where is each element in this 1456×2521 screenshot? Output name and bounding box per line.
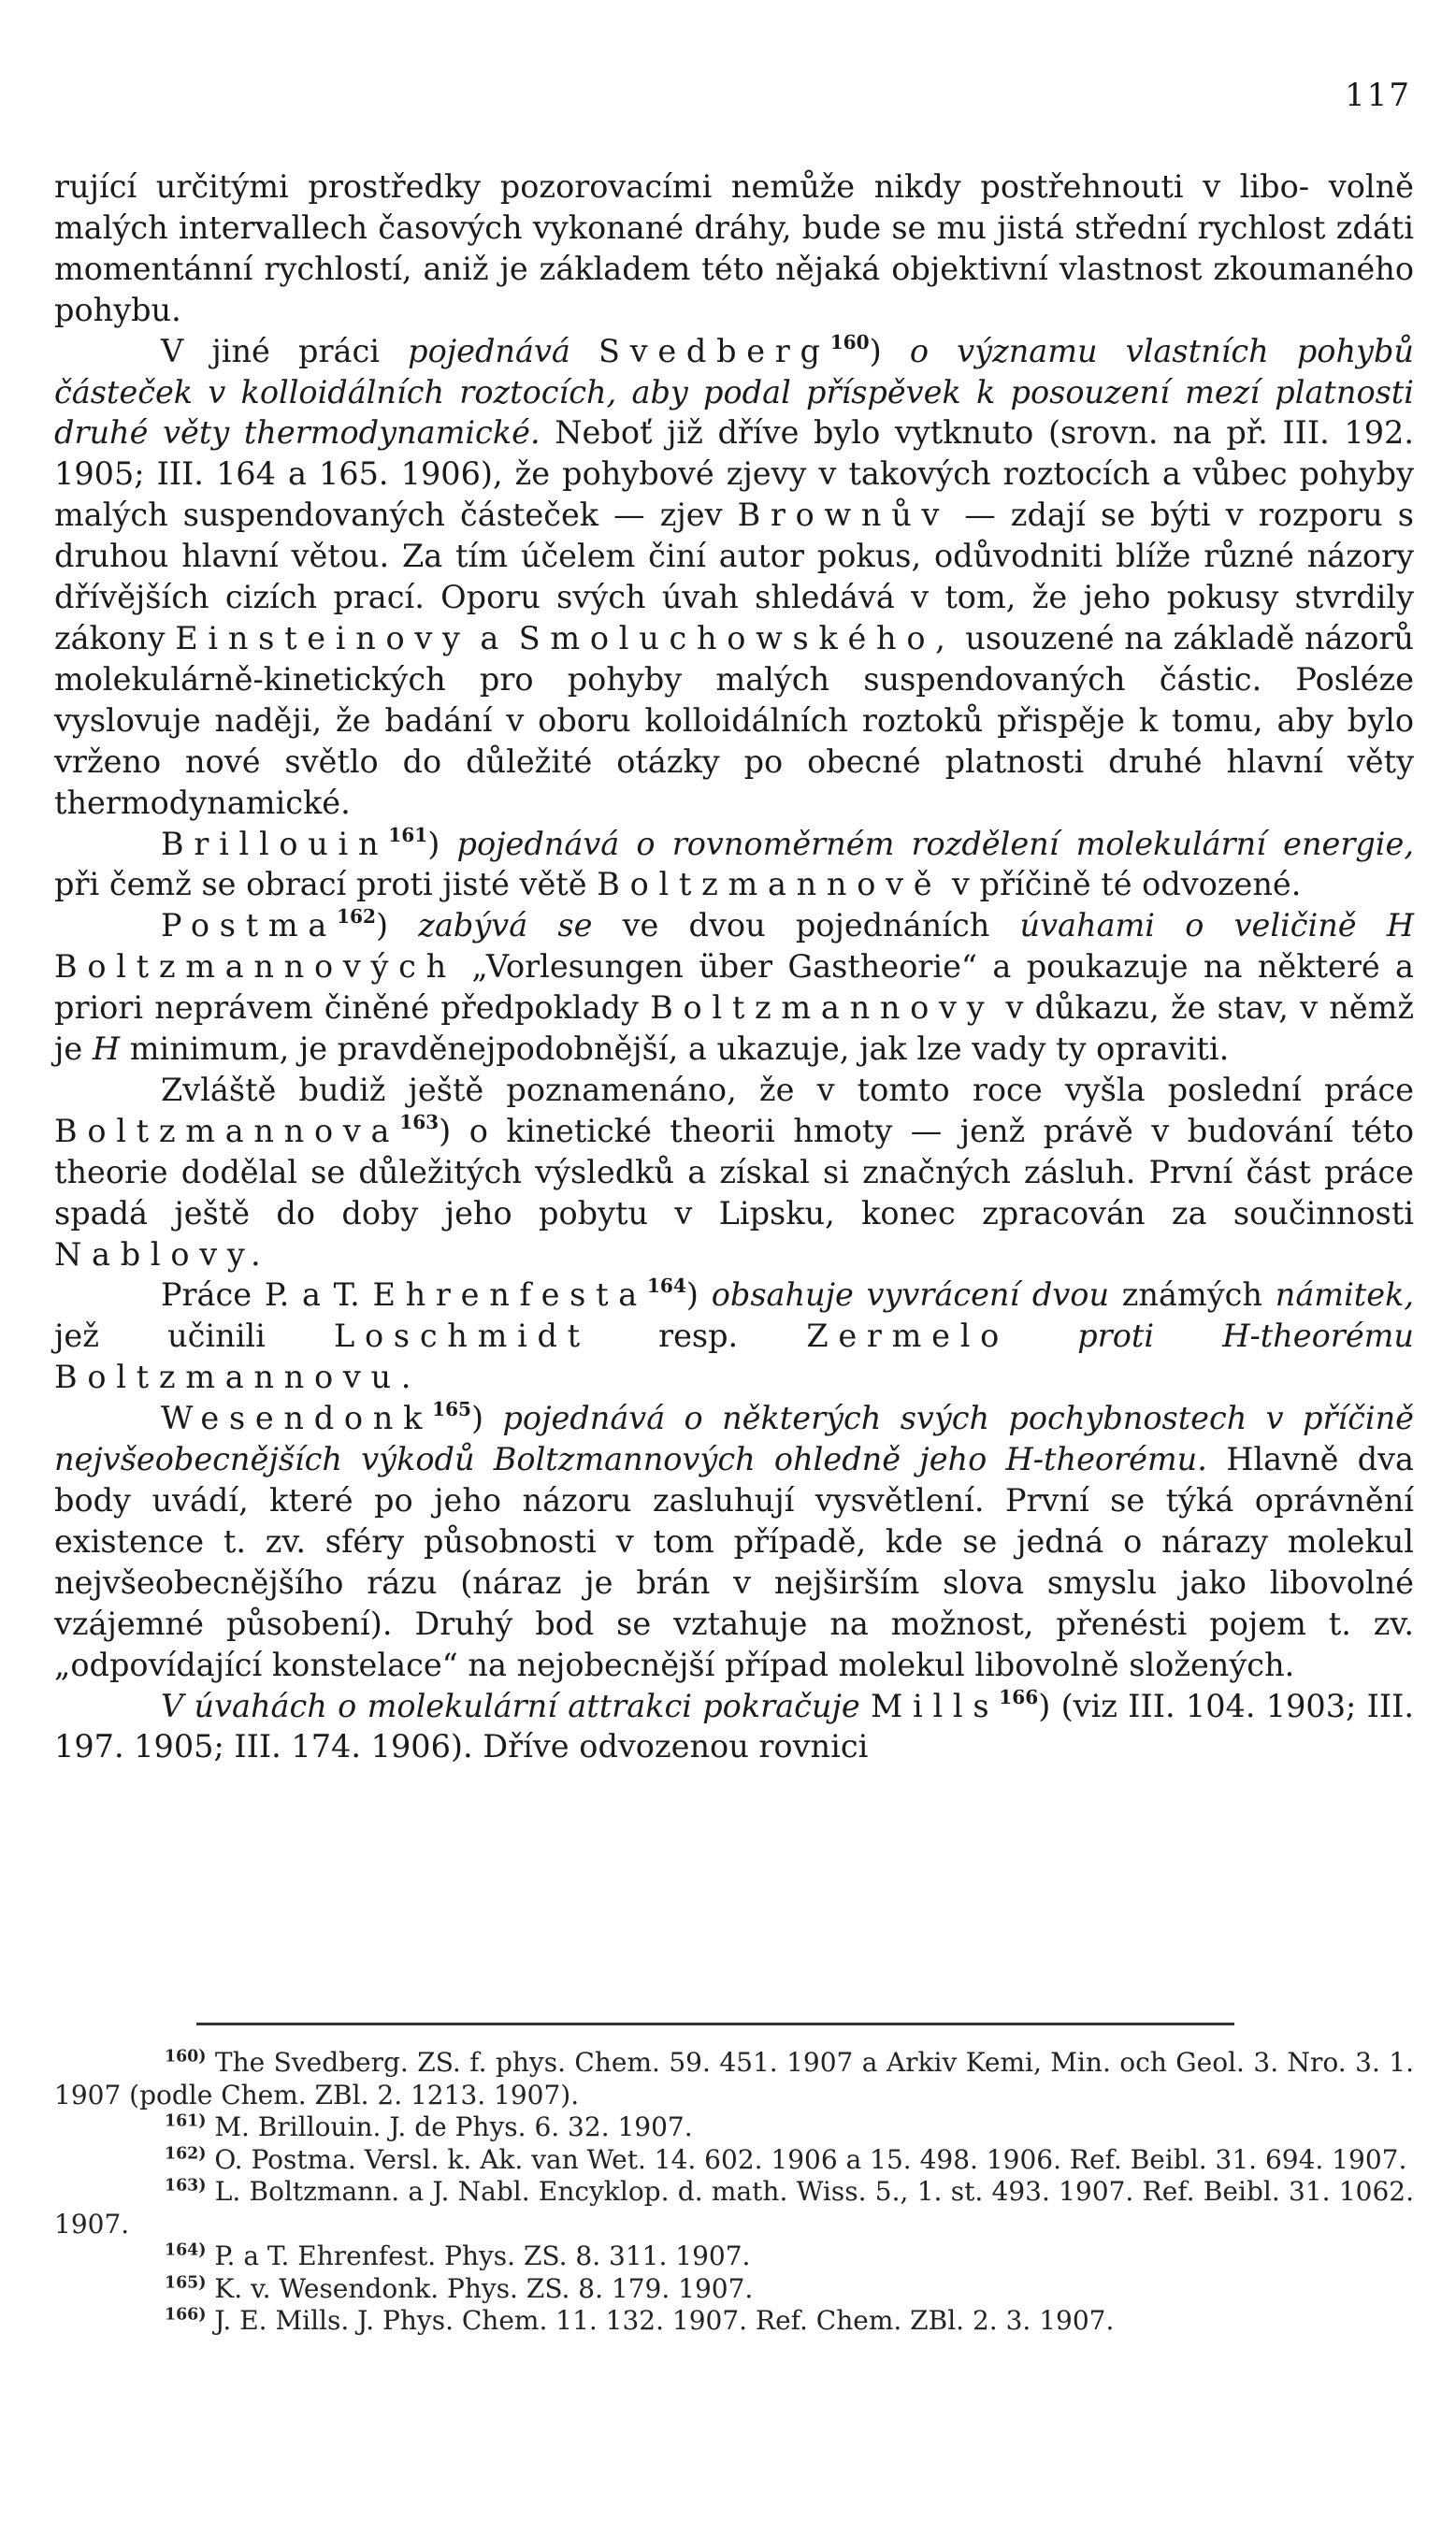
footnote-marker: 162): [165, 2144, 207, 2164]
author-name: Boltzmannova: [54, 1112, 400, 1149]
footnote-marker: 164): [165, 2240, 207, 2260]
author-name: Brownův: [737, 497, 950, 534]
italic-text: zabývá se: [418, 907, 593, 944]
page-number: 117: [1345, 77, 1411, 114]
author-name: Boltzmannovu.: [54, 1359, 422, 1396]
italic-text: pojednává o některých svých pochybnostech v příčině nejvšeobecnějších výkodů Boltzmannových ohledně jeho H-theorému.: [54, 1400, 1415, 1478]
text-run: o kinetické theorii hmoty — jenž právě v budování této theorie dodělal se důležitých výsledků a získal si značných zásluh. První část práce spadá ještě do doby jeho pobytu v Lipsku, konec zpracován za součinnosti: [54, 1112, 1415, 1232]
author-name: Wesendonk: [161, 1400, 433, 1437]
paragraph-brillouin: Brillouin$^{161}$) pojednává o rovnoměrném rozdělení molekulární energie, při čemž se obrací proti jisté větě Boltzmannově v příčině té odvozené.: [54, 823, 1414, 903]
footnote-165: [54, 2273, 1414, 2306]
text-run: usouzené na základě názorů molekulárně-kinetických pro pohyby malých suspendovaných částic. Posléze vyslovuje naději, že badání v oboru kolloidálních roztoků přispěje k tomu, aby bylo vrženo nové světlo do důležité otázky po obecné platnosti druhé hlavní věty thermodynamické.: [54, 619, 1414, 821]
text-line: objektivní vlastnost zkoumaného pohybu.: [54, 250, 1414, 328]
footnote-marker: 165): [165, 2273, 207, 2293]
footnote-text: J. E. Mills. J. Phys. Chem. 11. 132. 1907. Ref. Chem. ZBl. 2. 3. 1907.: [214, 2305, 1115, 2336]
footnote-162: [54, 2144, 1414, 2177]
footnote-160: [54, 2047, 1414, 2111]
author-name: Loschmidt: [334, 1318, 590, 1355]
paragraph-ehrenfest: Práce P. a T. Ehrenfesta$^{164}$) obsahuje vyvrácení dvou známých námitek, jež učinili Loschmidt resp. Zermelo proti H-theorému Boltzmannovu.: [54, 1275, 1415, 1396]
text-run: — zdají se býti v rozporu s druhou hlavní větou. Za tím účelem činí autor pokus, odůvodniti blíže různé názory dřívějších cizích prací. Oporu svých úvah shledává v tom, že jeho pokusy stvrdily zákony: [54, 497, 1414, 656]
italic-text: V úvahách o molekulární attrakci pokračuje: [161, 1687, 860, 1724]
text-run: v důkazu, že stav, v němž je: [54, 989, 1415, 1068]
author-name: Postma: [161, 907, 338, 944]
author-name: Brillouin: [161, 825, 389, 862]
text-run: V jiné práci: [161, 332, 380, 369]
footnote-reference[interactable]: 162: [337, 905, 377, 929]
footnote-marker: 166): [165, 2305, 207, 2325]
footnote-text: L. Boltzmann. a J. Nabl. Encyklop. d. math. Wiss. 5., 1. st. 493. 1907. Ref. Beibl. 31. 1062. 1907.: [54, 2176, 1414, 2240]
footnote-text: The Svedberg. ZS. f. phys. Chem. 59. 451. 1907 a Arkiv Kemi, Min. och Geol. 3. Nro. 3. 1. 1907 (podle Chem. ZBl. 2. 1213. 1907).: [54, 2047, 1415, 2110]
text-run: ve dvou pojednáních: [622, 907, 990, 944]
footnote-163: [54, 2176, 1414, 2240]
text-run: Práce P. a T.: [161, 1276, 360, 1314]
italic-text: námitek,: [1275, 1276, 1415, 1314]
author-name: Einsteinovy: [175, 619, 470, 656]
footnote-reference[interactable]: 165: [432, 1398, 472, 1421]
footnote-reference[interactable]: 161: [388, 823, 428, 846]
paragraph-intro: [54, 166, 1414, 331]
footnote-reference[interactable]: 166: [999, 1685, 1039, 1708]
author-name: Nablovy.: [54, 1235, 271, 1273]
italic-text: pojednává: [408, 332, 570, 369]
text-line: volně malých intervallech časových vykonané dráhy, bude se mu jistá: [54, 168, 1414, 246]
footnote-reference[interactable]: 164: [646, 1275, 686, 1298]
italic-text: úvahami o veličině H: [1019, 907, 1415, 944]
footnote-164: [54, 2240, 1414, 2273]
italic-text: pojednává o rovnoměrném rozdělení molekulární energie,: [456, 825, 1414, 862]
footnote-marker: 161): [165, 2111, 207, 2131]
text-run: v příčině té odvozené.: [951, 866, 1302, 903]
author-name: Zermelo: [806, 1318, 1010, 1355]
author-name: Svedberg: [598, 332, 830, 369]
footnote-marker: 163): [165, 2176, 207, 2196]
italic-text: obsahuje vyvrácení dvou: [711, 1276, 1110, 1314]
text-run: (viz III. 104. 1903; III. 197. 1905; III. 174. 1906). Dříve odvozenou rovnici: [54, 1687, 1414, 1765]
text-run: resp.: [658, 1318, 739, 1355]
italic-text: o významu vlastních pohybů částeček v kolloidálních roztocích, aby podal příspěvek k posouzení mezí platnosti druhé věty thermodynamické.: [54, 332, 1414, 452]
main-text: [54, 166, 1414, 1767]
author-name: Boltzmannovy: [650, 989, 995, 1027]
text-run: Zvláště budiž ještě poznamenáno, že v tomto roce vyšla poslední práce: [161, 1071, 1414, 1108]
footnote-reference[interactable]: 163: [399, 1110, 440, 1133]
paragraph-svedberg: V jiné práci pojednává Svedberg$^{160}$) o významu vlastních pohybů částeček v kolloidálních roztocích, aby podal příspěvek k posouzení mezí platnosti druhé věty thermodynamické. Neboť již dříve bylo vytknuto (srovn. na př. III. 192. 1905; III. 164 a 165. 1906), že pohybové zjevy v takových roztocích a vůbec pohyby malých suspendovaných částeček — zjev Brownův — zdají se býti v rozporu s druhou hlavní větou. Za tím účelem činí autor pokus, odůvodniti blíže různé názory dřívějších cizích prací. Oporu svých úvah shledává v tom, že jeho pokusy stvrdily zákony Einsteinovy a Smoluchowského, usouzené na základě názorů molekulárně-kinetických pro pohyby malých suspendovaných částic. Posléze vyslovuje naději, že badání v oboru kolloidálních roztoků přispěje k tomu, aby bylo vrženo nové světlo do důležité otázky po obecné platnosti druhé hlavní věty thermodynamické.: [54, 330, 1414, 821]
author-name: Ehrenfesta: [372, 1276, 647, 1314]
text-line: střední rychlost zdáti momentánní rychlostí, aniž je základem této nějaká: [54, 209, 1414, 287]
footnote-divider: [196, 2023, 1234, 2025]
author-name: Boltzmannových: [54, 948, 456, 986]
text-run: při čemž se obrací proti jisté větě: [54, 866, 587, 903]
text-run: minimum, je pravděnejpodobnější, a ukazuje, jak lze vady ty opraviti.: [129, 1030, 1230, 1068]
text-run: Neboť již dříve bylo vytknuto (srovn. na př. III. 192. 1905; III. 164 a 165. 1906), že pohybové zjevy v takových roztocích a vůbec pohyby malých suspendovaných částeček — zjev: [54, 414, 1414, 534]
italic-text: H: [92, 1030, 121, 1068]
footnote-text: M. Brillouin. J. de Phys. 6. 32. 1907.: [214, 2111, 693, 2142]
paragraph-zvlaste: Zvláště budiž ještě poznamenáno, že v tomto roce vyšla poslední práce Boltzmannova$^{163}$) o kinetické theorii hmoty — jenž právě v budování této theorie dodělal se důležitých výsledků a získal si značných zásluh. První část práce spadá ještě do doby jeho pobytu v Lipsku, konec zpracován za součinnosti Nablovy.: [54, 1071, 1415, 1273]
paragraph-postma: Postma$^{162}$) zabývá se ve dvou pojednáních úvahami o veličině H Boltzmannových „Vorlesungen über Gastheorie“ a poukazuje na některé a priori neprávem činěné předpoklady Boltzmannovy v důkazu, že stav, v němž je H minimum, je pravděnejpodobnější, a ukazuje, jak lze vady ty opraviti.: [54, 905, 1415, 1068]
footnote-166: [54, 2305, 1414, 2338]
footnotes: [54, 2047, 1414, 2338]
footnote-text: K. v. Wesendonk. Phys. ZS. 8. 179. 1907.: [214, 2272, 754, 2304]
text-run: Hlavně dva body uvádí, které po jeho názoru zasluhují vysvětlení. První se týká oprávnění existence t. zv. sféry působnosti v tom případě, kde se jedná o nárazy molekul nejvšeobecnějšího rázu (náraz je brán v nejširším slova smyslu jako libovolné vzájemné působení). Druhý bod se vztahuje na možnost, přenésti pojem t. zv. „odpovídající konstelace“ na nejobecnější případ molekul libovolně složených.: [54, 1441, 1415, 1683]
author-name: Mills: [871, 1687, 1000, 1724]
text-run: „Vorlesungen über Gastheorie“ a poukazuje na některé a priori neprávem činěné předpoklady: [54, 948, 1414, 1027]
footnote-text: O. Postma. Versl. k. Ak. van Wet. 14. 602. 1906 a 15. 498. 1906. Ref. Beibl. 31. 694. 1907.: [214, 2143, 1407, 2175]
author-name: Boltzmannově: [597, 866, 943, 903]
footnote-reference[interactable]: 160: [829, 330, 870, 353]
text-line: rující určitými prostředky pozorovacími nemůže nikdy postřehnouti v libo-: [54, 168, 1310, 205]
paragraph-wesendonk: Wesendonk$^{165}$) pojednává o některých svých pochybnostech v příčině nejvšeobecnějších výkodů Boltzmannových ohledně jeho H-theorému. Hlavně dva body uvádí, které po jeho názoru zasluhují vysvětlení. První se týká oprávnění existence t. zv. sféry působnosti v tom případě, kde se jedná o nárazy molekul nejvšeobecnějšího rázu (náraz je brán v nejširším slova smyslu jako libovolné vzájemné působení). Druhý bod se vztahuje na možnost, přenésti pojem t. zv. „odpovídající konstelace“ na nejobecnější případ molekul libovolně složených.: [54, 1398, 1415, 1683]
footnote-161: [54, 2111, 1414, 2144]
italic-text: proti H-theorému: [1077, 1318, 1414, 1355]
author-name: Smoluchowského,: [518, 619, 956, 656]
paragraph-mills: V úvahách o molekulární attrakci pokračuje Mills$^{166}$) (viz III. 104. 1903; III. 197. 1905; III. 174. 1906). Dříve odvozenou rovnici: [54, 1685, 1414, 1765]
text-run: a: [480, 619, 510, 656]
footnote-marker: 160): [165, 2047, 207, 2067]
text-run: známých: [1121, 1276, 1263, 1314]
footnote-text: P. a T. Ehrenfest. Phys. ZS. 8. 311. 1907.: [214, 2240, 751, 2271]
text-run: jež učinili: [54, 1318, 266, 1355]
